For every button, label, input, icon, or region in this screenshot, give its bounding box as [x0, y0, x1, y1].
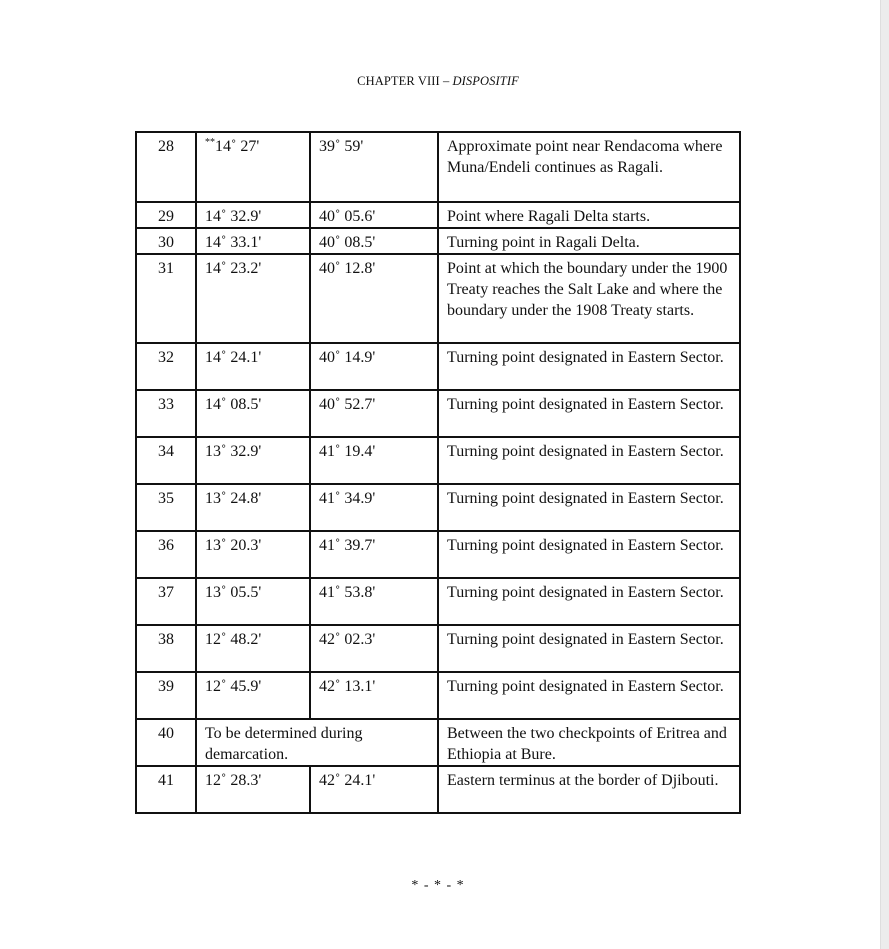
boundary-coordinates-table	[135, 131, 741, 814]
latitude-cell: 12˚ 45.9'	[196, 672, 310, 719]
point-number: 40	[136, 719, 196, 766]
table-row	[136, 343, 740, 390]
longitude-cell: 41˚ 53.8'	[310, 578, 438, 625]
table-row	[136, 228, 740, 254]
longitude-cell: 41˚ 34.9'	[310, 484, 438, 531]
description-cell: Eastern terminus at the border of Djibouti.	[438, 766, 740, 813]
point-number: 38	[136, 625, 196, 672]
point-number: 30	[136, 228, 196, 254]
description-cell: Between the two checkpoints of Eritrea and Ethiopia at Bure.	[438, 719, 740, 766]
latitude-cell: 14˚ 33.1'	[196, 228, 310, 254]
point-number: 41	[136, 766, 196, 813]
latitude-cell: 14˚ 23.2'	[196, 254, 310, 343]
latitude-cell: 13˚ 05.5'	[196, 578, 310, 625]
latitude-cell: 12˚ 28.3'	[196, 766, 310, 813]
table-row	[136, 719, 740, 766]
point-number: 36	[136, 531, 196, 578]
latitude-cell: 13˚ 24.8'	[196, 484, 310, 531]
longitude-cell: 40˚ 14.9'	[310, 343, 438, 390]
latitude-cell: 14˚ 24.1'	[196, 343, 310, 390]
table-row	[136, 390, 740, 437]
description-cell: Turning point designated in Eastern Sector.	[438, 531, 740, 578]
table-row	[136, 531, 740, 578]
latitude-cell: 13˚ 32.9'	[196, 437, 310, 484]
description-cell: Turning point designated in Eastern Sector.	[438, 578, 740, 625]
description-cell: Turning point designated in Eastern Sector.	[438, 672, 740, 719]
description-cell: Approximate point near Rendacoma where Muna/Endeli continues as Ragali.	[438, 132, 740, 202]
coordinates-merged-cell: To be determined during demarcation.	[196, 719, 438, 766]
description-cell: Turning point designated in Eastern Sector.	[438, 343, 740, 390]
longitude-cell: 42˚ 24.1'	[310, 766, 438, 813]
longitude-cell: 39˚ 59'	[310, 132, 438, 202]
longitude-cell: 42˚ 13.1'	[310, 672, 438, 719]
point-number: 29	[136, 202, 196, 228]
page-header	[0, 74, 876, 89]
point-number: 39	[136, 672, 196, 719]
description-cell: Turning point designated in Eastern Sector.	[438, 390, 740, 437]
description-cell: Turning point in Ragali Delta.	[438, 228, 740, 254]
header-chapter: CHAPTER VIII –	[357, 74, 453, 88]
latitude-cell	[196, 132, 310, 202]
point-number: 31	[136, 254, 196, 343]
description-cell: Turning point designated in Eastern Sector.	[438, 437, 740, 484]
page-right-edge	[880, 0, 889, 949]
point-number: 33	[136, 390, 196, 437]
latitude-cell: 12˚ 48.2'	[196, 625, 310, 672]
description-cell: Point at which the boundary under the 1900 Treaty reaches the Salt Lake and where the boundary under the 1908 Treaty starts.	[438, 254, 740, 343]
table-row	[136, 254, 740, 343]
longitude-cell: 40˚ 08.5'	[310, 228, 438, 254]
latitude-cell: 14˚ 32.9'	[196, 202, 310, 228]
table-row	[136, 578, 740, 625]
point-number: 32	[136, 343, 196, 390]
point-number: 34	[136, 437, 196, 484]
latitude-cell: 14˚ 08.5'	[196, 390, 310, 437]
latitude-cell: 13˚ 20.3'	[196, 531, 310, 578]
table-row	[136, 202, 740, 228]
section-end-marker: * - * - *	[411, 878, 465, 893]
point-number: 35	[136, 484, 196, 531]
table-row	[136, 484, 740, 531]
longitude-cell: 42˚ 02.3'	[310, 625, 438, 672]
longitude-cell: 41˚ 19.4'	[310, 437, 438, 484]
longitude-cell: 40˚ 05.6'	[310, 202, 438, 228]
table-row	[136, 672, 740, 719]
table-row	[136, 132, 740, 202]
longitude-cell: 41˚ 39.7'	[310, 531, 438, 578]
point-number: 28	[136, 132, 196, 202]
latitude-value: 14˚ 27'	[215, 138, 260, 155]
description-cell: Point where Ragali Delta starts.	[438, 202, 740, 228]
header-italic-title: DISPOSITIF	[452, 74, 519, 88]
footnote-marker: **	[205, 137, 215, 148]
description-cell: Turning point designated in Eastern Sector.	[438, 484, 740, 531]
longitude-cell: 40˚ 12.8'	[310, 254, 438, 343]
description-cell: Turning point designated in Eastern Sector.	[438, 625, 740, 672]
longitude-cell: 40˚ 52.7'	[310, 390, 438, 437]
table-row	[136, 625, 740, 672]
table-row	[136, 437, 740, 484]
point-number: 37	[136, 578, 196, 625]
table-row	[136, 766, 740, 813]
